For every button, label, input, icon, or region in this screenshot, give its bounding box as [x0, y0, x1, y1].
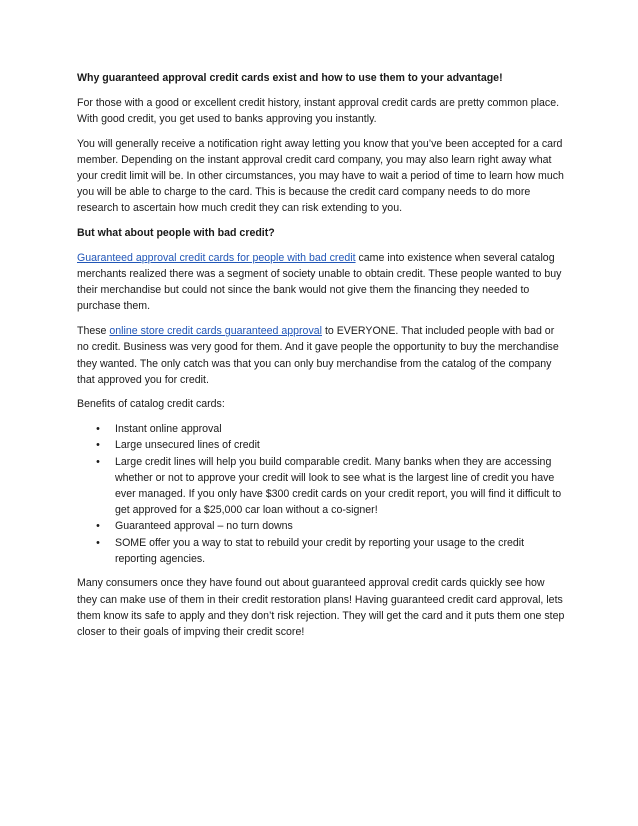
bullet-icon: •: [96, 536, 100, 549]
catalog-merchants-paragraph: [77, 250, 567, 315]
online-store-text-after: to EVERYONE. That included people with bad or no credit. Business was very good for them. And it gave people the opportunity to buy the merchandise they wanted. The only catch was that you can only buy merchandise from the catalog of the company that approved you for credit.: [77, 325, 559, 386]
list-item: [96, 454, 567, 519]
benefit-text: Large unsecured lines of credit: [115, 439, 260, 452]
online-store-paragraph: [77, 323, 567, 388]
list-item: [96, 518, 567, 534]
list-item: [96, 535, 567, 567]
list-item: [96, 437, 567, 453]
online-store-credit-cards-link[interactable]: online store credit cards guaranteed approval: [109, 325, 322, 338]
guaranteed-approval-bad-credit-link[interactable]: Guaranteed approval credit cards for people with bad credit: [77, 251, 356, 264]
bullet-icon: •: [96, 520, 100, 533]
benefit-text: SOME offer you a way to stat to rebuild your credit by reporting your usage to the credit reporting agencies.: [115, 536, 525, 565]
bullet-icon: •: [96, 439, 100, 452]
benefit-text: Large credit lines will help you build comparable credit. Many banks when they are accessing whether or not to approve your credit will look to see what is the largest line of credit you have ever managed. If you only have $300 credit cards on your credit report, you will find it difficult to get approved for a $25,000 car loan without a co-signer!: [115, 455, 562, 517]
online-store-text-before: These: [77, 325, 110, 338]
notification-paragraph: You will generally receive a notification right away letting you know that you’ve been accepted for a card member. Depending on the instant approval credit card company, you may also learn right away what your credit limit will be. In other circumstances, you may have to wait a period of time to learn how much you will be able to charge to the card. This is because the credit card company needs to do more research to ascertain how much credit they can risk extending to you.: [77, 137, 564, 215]
benefit-text: Guaranteed approval – no turn downs: [115, 520, 293, 533]
benefit-text: Instant online approval: [115, 423, 222, 436]
benefits-intro: Benefits of catalog credit cards:: [77, 398, 225, 411]
document-page: [77, 70, 567, 649]
bullet-icon: •: [96, 423, 100, 436]
bullet-icon: •: [96, 455, 100, 468]
benefits-list: [77, 421, 567, 567]
bad-credit-heading: But what about people with bad credit?: [77, 227, 275, 240]
catalog-merchants-text: came into existence when several catalog merchants realized there was a segment of society unable to obtain credit. These people wanted to buy their merchandise but could not since the bank would not give them the financing they needed to purchase them.: [77, 251, 562, 313]
document-title: Why guaranteed approval credit cards exist and how to use them to your advantage!: [77, 72, 503, 84]
list-item: [96, 421, 567, 437]
intro-paragraph: For those with a good or excellent credit history, instant approval credit cards are pretty common place. With good credit, you get used to banks approving you instantly.: [77, 96, 560, 125]
closing-paragraph: Many consumers once they have found out about guaranteed approval credit cards quickly see how they can make use of them in their credit restoration plans! Having guaranteed credit card approval, lets them know its safe to apply and they don’t risk rejection. They will get the card and it puts them one step closer to their goals of impving their credit score!: [77, 577, 565, 639]
